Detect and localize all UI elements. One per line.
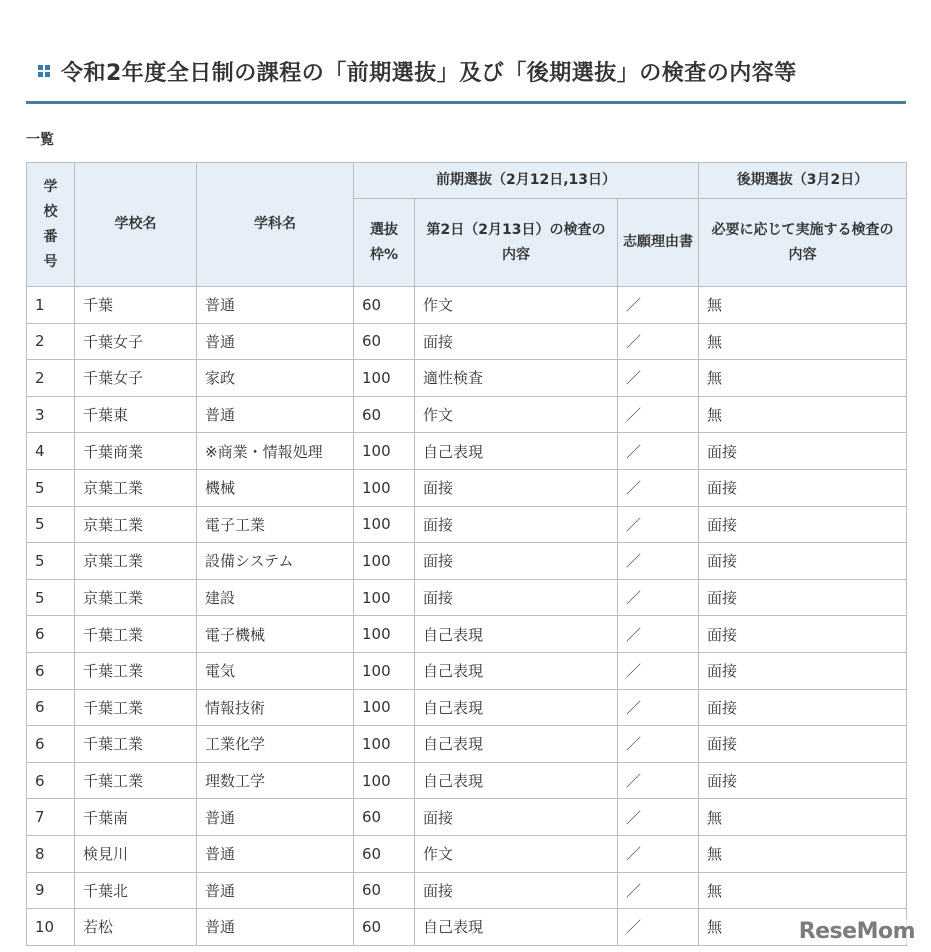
cell-school-no: 10 bbox=[27, 909, 75, 946]
cell-school-name: 検見川 bbox=[75, 835, 197, 872]
table-row bbox=[27, 726, 907, 763]
cell-later-content: 面接 bbox=[699, 506, 907, 543]
table-row bbox=[27, 360, 907, 397]
cell-reason-document: ／ bbox=[618, 909, 699, 946]
cell-later-content: 無 bbox=[699, 323, 907, 360]
cell-school-no: 6 bbox=[27, 762, 75, 799]
cell-school-no: 7 bbox=[27, 799, 75, 836]
table-row bbox=[27, 287, 907, 324]
header-selection-rate-label: 選抜枠% bbox=[369, 221, 399, 263]
cell-selection-rate: 60 bbox=[354, 909, 415, 946]
cell-department: 普通 bbox=[197, 835, 354, 872]
cell-day2-content: 面接 bbox=[415, 799, 618, 836]
cell-later-content: 無 bbox=[699, 909, 907, 946]
header-later-content-label: 必要に応じて実施する検査の内容 bbox=[711, 221, 894, 263]
section-subheading: 一覧 bbox=[26, 132, 54, 148]
cell-school-name: 京葉工業 bbox=[75, 579, 197, 616]
table-row bbox=[27, 433, 907, 470]
exam-content-table bbox=[26, 162, 907, 946]
cell-reason-document: ／ bbox=[618, 579, 699, 616]
cell-department: ※商業・情報処理 bbox=[197, 433, 354, 470]
table-row bbox=[27, 543, 907, 580]
cell-day2-content: 自己表現 bbox=[415, 762, 618, 799]
page-title: 令和2年度全日制の課程の「前期選抜」及び「後期選抜」の検査の内容等 bbox=[61, 61, 797, 86]
cell-later-content: 面接 bbox=[699, 616, 907, 653]
cell-day2-content: 作文 bbox=[415, 287, 618, 324]
table-body bbox=[27, 287, 907, 946]
table-row bbox=[27, 616, 907, 653]
cell-later-content: 無 bbox=[699, 396, 907, 433]
cell-reason-document: ／ bbox=[618, 323, 699, 360]
cell-school-name: 京葉工業 bbox=[75, 506, 197, 543]
cell-department: 電気 bbox=[197, 652, 354, 689]
cell-department: 普通 bbox=[197, 323, 354, 360]
cell-later-content: 無 bbox=[699, 799, 907, 836]
header-reason-document-label: 志願理由書 bbox=[623, 234, 694, 250]
cell-later-content: 面接 bbox=[699, 543, 907, 580]
cell-school-no: 8 bbox=[27, 835, 75, 872]
cell-selection-rate: 60 bbox=[354, 835, 415, 872]
table-row bbox=[27, 762, 907, 799]
cell-school-name: 若松 bbox=[75, 909, 197, 946]
cell-later-content: 面接 bbox=[699, 652, 907, 689]
header-reason-document bbox=[618, 199, 699, 287]
table-row bbox=[27, 799, 907, 836]
header-later-selection: 後期選抜（3月2日） bbox=[699, 163, 907, 199]
cell-later-content: 面接 bbox=[699, 433, 907, 470]
cell-selection-rate: 60 bbox=[354, 872, 415, 909]
cell-day2-content: 適性検査 bbox=[415, 360, 618, 397]
cell-selection-rate: 60 bbox=[354, 287, 415, 324]
cell-department: 家政 bbox=[197, 360, 354, 397]
cell-selection-rate: 60 bbox=[354, 396, 415, 433]
cell-school-name: 千葉工業 bbox=[75, 726, 197, 763]
cell-school-no: 2 bbox=[27, 323, 75, 360]
cell-department: 普通 bbox=[197, 396, 354, 433]
cell-school-name: 京葉工業 bbox=[75, 469, 197, 506]
cell-selection-rate: 100 bbox=[354, 652, 415, 689]
header-early-selection: 前期選抜（2月12日,13日） bbox=[354, 163, 699, 199]
cell-school-no: 6 bbox=[27, 616, 75, 653]
cell-school-name: 千葉東 bbox=[75, 396, 197, 433]
cell-day2-content: 自己表現 bbox=[415, 726, 618, 763]
cell-school-no: 9 bbox=[27, 872, 75, 909]
cell-selection-rate: 100 bbox=[354, 360, 415, 397]
cell-school-no: 6 bbox=[27, 726, 75, 763]
cell-reason-document: ／ bbox=[618, 506, 699, 543]
cell-day2-content: 面接 bbox=[415, 323, 618, 360]
cell-school-no: 5 bbox=[27, 543, 75, 580]
cell-selection-rate: 100 bbox=[354, 689, 415, 726]
cell-department: 普通 bbox=[197, 909, 354, 946]
cell-school-no: 1 bbox=[27, 287, 75, 324]
cell-school-no: 4 bbox=[27, 433, 75, 470]
table-row bbox=[27, 835, 907, 872]
cell-school-name: 千葉工業 bbox=[75, 689, 197, 726]
cell-school-no: 6 bbox=[27, 689, 75, 726]
cell-reason-document: ／ bbox=[618, 396, 699, 433]
cell-day2-content: 作文 bbox=[415, 396, 618, 433]
cell-later-content: 無 bbox=[699, 872, 907, 909]
cell-reason-document: ／ bbox=[618, 616, 699, 653]
cell-school-name: 千葉女子 bbox=[75, 360, 197, 397]
cell-day2-content: 面接 bbox=[415, 579, 618, 616]
cell-school-no: 5 bbox=[27, 469, 75, 506]
table-row bbox=[27, 469, 907, 506]
cell-reason-document: ／ bbox=[618, 689, 699, 726]
header-school-no-label: 学校番号 bbox=[43, 178, 58, 270]
cell-reason-document: ／ bbox=[618, 652, 699, 689]
cell-department: 普通 bbox=[197, 799, 354, 836]
cell-school-name: 千葉 bbox=[75, 287, 197, 324]
cell-school-name: 千葉商業 bbox=[75, 433, 197, 470]
cell-day2-content: 自己表現 bbox=[415, 689, 618, 726]
cell-later-content: 面接 bbox=[699, 726, 907, 763]
table-row bbox=[27, 506, 907, 543]
cell-school-name: 千葉工業 bbox=[75, 652, 197, 689]
cell-department: 電子工業 bbox=[197, 506, 354, 543]
cell-reason-document: ／ bbox=[618, 726, 699, 763]
cell-later-content: 面接 bbox=[699, 469, 907, 506]
cell-department: 工業化学 bbox=[197, 726, 354, 763]
cell-reason-document: ／ bbox=[618, 835, 699, 872]
cell-selection-rate: 100 bbox=[354, 579, 415, 616]
table-row bbox=[27, 579, 907, 616]
header-department: 学科名 bbox=[197, 163, 354, 287]
cell-later-content: 面接 bbox=[699, 762, 907, 799]
cell-school-no: 3 bbox=[27, 396, 75, 433]
cell-selection-rate: 100 bbox=[354, 433, 415, 470]
cell-day2-content: 自己表現 bbox=[415, 652, 618, 689]
cell-reason-document: ／ bbox=[618, 469, 699, 506]
cell-department: 機械 bbox=[197, 469, 354, 506]
table-row bbox=[27, 652, 907, 689]
cell-reason-document: ／ bbox=[618, 287, 699, 324]
cell-later-content: 無 bbox=[699, 287, 907, 324]
table-row bbox=[27, 909, 907, 946]
cell-selection-rate: 60 bbox=[354, 799, 415, 836]
cell-selection-rate: 100 bbox=[354, 543, 415, 580]
header-day2-content bbox=[415, 199, 618, 287]
cell-school-no: 5 bbox=[27, 579, 75, 616]
cell-selection-rate: 100 bbox=[354, 469, 415, 506]
header-school-name: 学校名 bbox=[75, 163, 197, 287]
cell-department: 建設 bbox=[197, 579, 354, 616]
header-day2-content-label: 第2日（2月13日）の検査の内容 bbox=[426, 221, 606, 263]
header-selection-rate bbox=[354, 199, 415, 287]
cell-school-name: 千葉工業 bbox=[75, 762, 197, 799]
cell-department: 電子機械 bbox=[197, 616, 354, 653]
cell-selection-rate: 100 bbox=[354, 506, 415, 543]
cell-reason-document: ／ bbox=[618, 543, 699, 580]
cell-day2-content: 面接 bbox=[415, 469, 618, 506]
cell-day2-content: 面接 bbox=[415, 543, 618, 580]
cell-school-name: 千葉南 bbox=[75, 799, 197, 836]
cell-reason-document: ／ bbox=[618, 872, 699, 909]
cell-selection-rate: 100 bbox=[354, 762, 415, 799]
cell-department: 情報技術 bbox=[197, 689, 354, 726]
table-row bbox=[27, 396, 907, 433]
header-later-content bbox=[699, 199, 907, 287]
table-row bbox=[27, 323, 907, 360]
cell-day2-content: 自己表現 bbox=[415, 616, 618, 653]
cell-day2-content: 自己表現 bbox=[415, 433, 618, 470]
cell-school-no: 5 bbox=[27, 506, 75, 543]
cell-later-content: 無 bbox=[699, 835, 907, 872]
cell-school-name: 千葉北 bbox=[75, 872, 197, 909]
cell-later-content: 面接 bbox=[699, 579, 907, 616]
cell-day2-content: 作文 bbox=[415, 835, 618, 872]
table-row bbox=[27, 689, 907, 726]
table-row bbox=[27, 872, 907, 909]
cell-reason-document: ／ bbox=[618, 433, 699, 470]
cell-school-name: 京葉工業 bbox=[75, 543, 197, 580]
cell-reason-document: ／ bbox=[618, 799, 699, 836]
title-bullet-icon bbox=[38, 65, 50, 77]
page-title-bar bbox=[26, 52, 906, 104]
cell-later-content: 無 bbox=[699, 360, 907, 397]
cell-department: 設備システム bbox=[197, 543, 354, 580]
cell-department: 理数工学 bbox=[197, 762, 354, 799]
cell-day2-content: 面接 bbox=[415, 506, 618, 543]
cell-selection-rate: 100 bbox=[354, 726, 415, 763]
cell-department: 普通 bbox=[197, 872, 354, 909]
cell-selection-rate: 100 bbox=[354, 616, 415, 653]
cell-reason-document: ／ bbox=[618, 762, 699, 799]
cell-day2-content: 自己表現 bbox=[415, 909, 618, 946]
cell-selection-rate: 60 bbox=[354, 323, 415, 360]
cell-department: 普通 bbox=[197, 287, 354, 324]
cell-school-name: 千葉工業 bbox=[75, 616, 197, 653]
cell-later-content: 面接 bbox=[699, 689, 907, 726]
resemom-logo: ReseMom bbox=[798, 919, 915, 944]
cell-day2-content: 面接 bbox=[415, 872, 618, 909]
cell-reason-document: ／ bbox=[618, 360, 699, 397]
cell-school-no: 6 bbox=[27, 652, 75, 689]
cell-school-name: 千葉女子 bbox=[75, 323, 197, 360]
header-school-no bbox=[27, 163, 75, 287]
cell-school-no: 2 bbox=[27, 360, 75, 397]
